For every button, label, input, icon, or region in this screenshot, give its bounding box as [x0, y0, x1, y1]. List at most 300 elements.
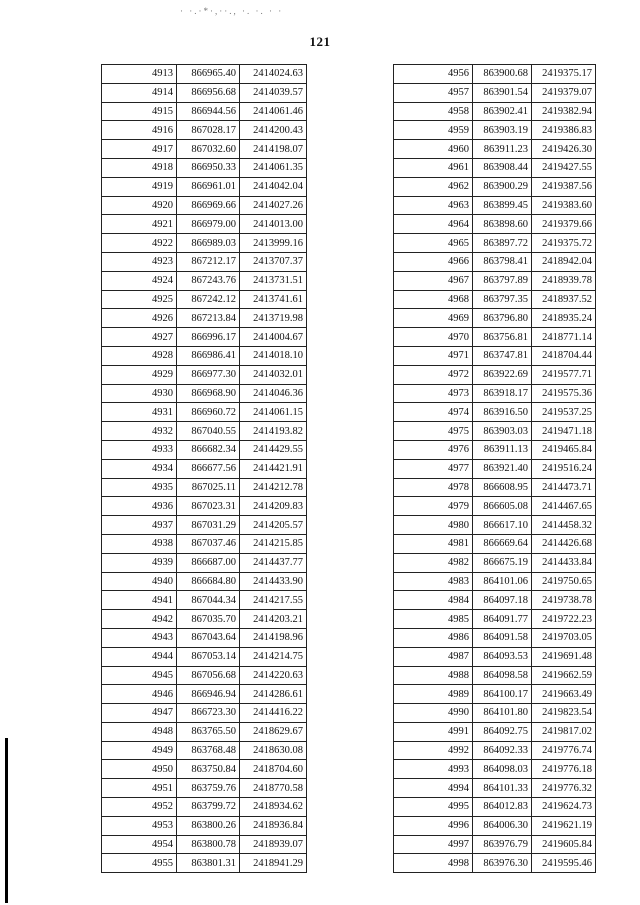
point-number-cell: 4946: [102, 685, 177, 704]
table-row: [394, 816, 596, 835]
table-row: [394, 854, 596, 873]
x-coordinate-cell: 863768.48: [177, 741, 240, 760]
point-number-cell: 4962: [394, 177, 473, 196]
point-number-cell: 4974: [394, 403, 473, 422]
table-row: [102, 816, 307, 835]
point-number-cell: 4997: [394, 835, 473, 854]
y-coordinate-cell: 2418629.67: [240, 722, 307, 741]
table-row: [102, 177, 307, 196]
table-row: [102, 553, 307, 572]
y-coordinate-cell: 2413999.16: [240, 234, 307, 253]
point-number-cell: 4918: [102, 158, 177, 177]
table-row: [102, 798, 307, 817]
point-number-cell: 4983: [394, 572, 473, 591]
table-row: [394, 722, 596, 741]
table-row: [102, 196, 307, 215]
point-number-cell: 4937: [102, 516, 177, 535]
point-number-cell: 4961: [394, 158, 473, 177]
point-number-cell: 4915: [102, 102, 177, 121]
point-number-cell: 4960: [394, 140, 473, 159]
table-row: [394, 798, 596, 817]
table-row: [394, 516, 596, 535]
y-coordinate-cell: 2414032.01: [240, 365, 307, 384]
point-number-cell: 4982: [394, 553, 473, 572]
x-coordinate-cell: 866950.33: [177, 158, 240, 177]
point-number-cell: 4987: [394, 647, 473, 666]
y-coordinate-cell: 2414203.21: [240, 610, 307, 629]
table-row: [102, 365, 307, 384]
y-coordinate-cell: 2419575.36: [532, 384, 596, 403]
x-coordinate-cell: 864097.18: [473, 591, 532, 610]
table-row: [102, 83, 307, 102]
point-number-cell: 4981: [394, 534, 473, 553]
point-number-cell: 4963: [394, 196, 473, 215]
table-row: [394, 591, 596, 610]
y-coordinate-cell: 2419375.17: [532, 65, 596, 84]
table-row: [102, 591, 307, 610]
table-row: [102, 403, 307, 422]
x-coordinate-cell: 863800.78: [177, 835, 240, 854]
y-coordinate-cell: 2419379.07: [532, 83, 596, 102]
x-coordinate-cell: 863797.89: [473, 271, 532, 290]
table-row: [394, 403, 596, 422]
y-coordinate-cell: 2414433.90: [240, 572, 307, 591]
y-coordinate-cell: 2414458.32: [532, 516, 596, 535]
x-coordinate-cell: 866675.19: [473, 553, 532, 572]
point-number-cell: 4959: [394, 121, 473, 140]
x-coordinate-cell: 864093.53: [473, 647, 532, 666]
y-coordinate-cell: 2413741.61: [240, 290, 307, 309]
table-row: [394, 177, 596, 196]
x-coordinate-cell: 863759.76: [177, 779, 240, 798]
point-number-cell: 4955: [102, 854, 177, 873]
x-coordinate-cell: 864091.77: [473, 610, 532, 629]
y-coordinate-cell: 2414018.10: [240, 346, 307, 365]
y-coordinate-cell: 2414214.75: [240, 647, 307, 666]
x-coordinate-cell: 863916.50: [473, 403, 532, 422]
y-coordinate-cell: 2419703.05: [532, 628, 596, 647]
y-coordinate-cell: 2414217.55: [240, 591, 307, 610]
point-number-cell: 4940: [102, 572, 177, 591]
point-number-cell: 4991: [394, 722, 473, 741]
point-number-cell: 4926: [102, 309, 177, 328]
x-coordinate-cell: 864092.33: [473, 741, 532, 760]
y-coordinate-cell: 2419387.56: [532, 177, 596, 196]
table-row: [102, 252, 307, 271]
table-row: [394, 497, 596, 516]
x-coordinate-cell: 863902.41: [473, 102, 532, 121]
x-coordinate-cell: 866723.30: [177, 704, 240, 723]
coordinates-table-right: [393, 64, 596, 873]
y-coordinate-cell: 2419823.54: [532, 704, 596, 723]
y-coordinate-cell: 2418939.07: [240, 835, 307, 854]
y-coordinate-cell: 2414061.15: [240, 403, 307, 422]
x-coordinate-cell: 867025.11: [177, 478, 240, 497]
table-row: [102, 610, 307, 629]
y-coordinate-cell: 2419577.71: [532, 365, 596, 384]
x-coordinate-cell: 867040.55: [177, 422, 240, 441]
table-row: [394, 65, 596, 84]
coordinates-table-left: [101, 64, 307, 873]
point-number-cell: 4996: [394, 816, 473, 835]
y-coordinate-cell: 2414039.57: [240, 83, 307, 102]
y-coordinate-cell: 2414421.91: [240, 459, 307, 478]
table-row: [394, 478, 596, 497]
x-coordinate-cell: 866977.30: [177, 365, 240, 384]
y-coordinate-cell: 2419471.18: [532, 422, 596, 441]
x-coordinate-cell: 864100.17: [473, 685, 532, 704]
point-number-cell: 4938: [102, 534, 177, 553]
table-row: [394, 83, 596, 102]
y-coordinate-cell: 2419776.74: [532, 741, 596, 760]
point-number-cell: 4952: [102, 798, 177, 817]
y-coordinate-cell: 2419383.60: [532, 196, 596, 215]
y-coordinate-cell: 2419537.25: [532, 403, 596, 422]
table-row: [102, 234, 307, 253]
y-coordinate-cell: 2418941.29: [240, 854, 307, 873]
scan-edge-mark: [5, 738, 8, 903]
x-coordinate-cell: 864006.30: [473, 816, 532, 835]
table-row: [394, 215, 596, 234]
x-coordinate-cell: 866961.01: [177, 177, 240, 196]
y-coordinate-cell: 2419750.65: [532, 572, 596, 591]
table-row: [394, 346, 596, 365]
y-coordinate-cell: 2419465.84: [532, 440, 596, 459]
point-number-cell: 4956: [394, 65, 473, 84]
point-number-cell: 4927: [102, 328, 177, 347]
x-coordinate-cell: 864012.83: [473, 798, 532, 817]
x-coordinate-cell: 866944.56: [177, 102, 240, 121]
y-coordinate-cell: 2418936.84: [240, 816, 307, 835]
x-coordinate-cell: 863756.81: [473, 328, 532, 347]
x-coordinate-cell: 867031.29: [177, 516, 240, 535]
x-coordinate-cell: 867243.76: [177, 271, 240, 290]
table-row: [394, 252, 596, 271]
point-number-cell: 4948: [102, 722, 177, 741]
y-coordinate-cell: 2414437.77: [240, 553, 307, 572]
x-coordinate-cell: 867043.64: [177, 628, 240, 647]
table-row: [394, 779, 596, 798]
y-coordinate-cell: 2414426.68: [532, 534, 596, 553]
point-number-cell: 4943: [102, 628, 177, 647]
point-number-cell: 4988: [394, 666, 473, 685]
table-row: [102, 422, 307, 441]
point-number-cell: 4950: [102, 760, 177, 779]
x-coordinate-cell: 866677.56: [177, 459, 240, 478]
y-coordinate-cell: 2419605.84: [532, 835, 596, 854]
table-row: [394, 271, 596, 290]
point-number-cell: 4990: [394, 704, 473, 723]
point-number-cell: 4924: [102, 271, 177, 290]
x-coordinate-cell: 863903.03: [473, 422, 532, 441]
table-row: [394, 666, 596, 685]
point-number-cell: 4929: [102, 365, 177, 384]
table-row: [102, 328, 307, 347]
y-coordinate-cell: 2414416.22: [240, 704, 307, 723]
x-coordinate-cell: 866986.41: [177, 346, 240, 365]
x-coordinate-cell: 866608.95: [473, 478, 532, 497]
y-coordinate-cell: 2419427.55: [532, 158, 596, 177]
table-row: [394, 534, 596, 553]
table-row: [394, 309, 596, 328]
table-row: [102, 158, 307, 177]
point-number-cell: 4913: [102, 65, 177, 84]
y-coordinate-cell: 2414429.55: [240, 440, 307, 459]
x-coordinate-cell: 864092.75: [473, 722, 532, 741]
table-row: [102, 346, 307, 365]
table-row: [394, 553, 596, 572]
table-row: [102, 628, 307, 647]
table-row: [102, 271, 307, 290]
y-coordinate-cell: 2414061.46: [240, 102, 307, 121]
point-number-cell: 4953: [102, 816, 177, 835]
y-coordinate-cell: 2413731.51: [240, 271, 307, 290]
table-row: [394, 384, 596, 403]
point-number-cell: 4993: [394, 760, 473, 779]
x-coordinate-cell: 863918.17: [473, 384, 532, 403]
y-coordinate-cell: 2414215.85: [240, 534, 307, 553]
point-number-cell: 4998: [394, 854, 473, 873]
y-coordinate-cell: 2419386.83: [532, 121, 596, 140]
x-coordinate-cell: 866960.72: [177, 403, 240, 422]
x-coordinate-cell: 867056.68: [177, 666, 240, 685]
table-row: [102, 666, 307, 685]
x-coordinate-cell: 866617.10: [473, 516, 532, 535]
point-number-cell: 4957: [394, 83, 473, 102]
point-number-cell: 4971: [394, 346, 473, 365]
x-coordinate-cell: 863798.41: [473, 252, 532, 271]
y-coordinate-cell: 2419375.72: [532, 234, 596, 253]
table-row: [102, 121, 307, 140]
x-coordinate-cell: 863911.23: [473, 140, 532, 159]
table-row: [102, 647, 307, 666]
table-row: [102, 290, 307, 309]
y-coordinate-cell: 2419663.49: [532, 685, 596, 704]
x-coordinate-cell: 863908.44: [473, 158, 532, 177]
point-number-cell: 4920: [102, 196, 177, 215]
point-number-cell: 4949: [102, 741, 177, 760]
point-number-cell: 4992: [394, 741, 473, 760]
table-row: [394, 328, 596, 347]
y-coordinate-cell: 2414467.65: [532, 497, 596, 516]
y-coordinate-cell: 2414209.83: [240, 497, 307, 516]
y-coordinate-cell: 2414193.82: [240, 422, 307, 441]
x-coordinate-cell: 867032.60: [177, 140, 240, 159]
x-coordinate-cell: 867037.46: [177, 534, 240, 553]
y-coordinate-cell: 2418937.52: [532, 290, 596, 309]
point-number-cell: 4914: [102, 83, 177, 102]
table-row: [394, 290, 596, 309]
y-coordinate-cell: 2418770.58: [240, 779, 307, 798]
x-coordinate-cell: 863801.31: [177, 854, 240, 873]
point-number-cell: 4942: [102, 610, 177, 629]
point-number-cell: 4979: [394, 497, 473, 516]
point-number-cell: 4916: [102, 121, 177, 140]
table-row: [394, 704, 596, 723]
y-coordinate-cell: 2418771.14: [532, 328, 596, 347]
table-row: [102, 722, 307, 741]
table-row: [102, 459, 307, 478]
x-coordinate-cell: 864101.33: [473, 779, 532, 798]
x-coordinate-cell: 863897.72: [473, 234, 532, 253]
point-number-cell: 4984: [394, 591, 473, 610]
point-number-cell: 4965: [394, 234, 473, 253]
point-number-cell: 4989: [394, 685, 473, 704]
x-coordinate-cell: 864101.80: [473, 704, 532, 723]
x-coordinate-cell: 866956.68: [177, 83, 240, 102]
point-number-cell: 4923: [102, 252, 177, 271]
x-coordinate-cell: 866979.00: [177, 215, 240, 234]
table-row: [394, 422, 596, 441]
y-coordinate-cell: 2418942.04: [532, 252, 596, 271]
y-coordinate-cell: 2413719.98: [240, 309, 307, 328]
y-coordinate-cell: 2414004.67: [240, 328, 307, 347]
x-coordinate-cell: 863900.29: [473, 177, 532, 196]
table-row: [102, 102, 307, 121]
y-coordinate-cell: 2419662.59: [532, 666, 596, 685]
table-row: [394, 121, 596, 140]
y-coordinate-cell: 2418935.24: [532, 309, 596, 328]
table-row: [102, 65, 307, 84]
x-coordinate-cell: 863900.68: [473, 65, 532, 84]
x-coordinate-cell: 866968.90: [177, 384, 240, 403]
x-coordinate-cell: 867242.12: [177, 290, 240, 309]
y-coordinate-cell: 2418704.44: [532, 346, 596, 365]
x-coordinate-cell: 867044.34: [177, 591, 240, 610]
table-row: [394, 196, 596, 215]
point-number-cell: 4968: [394, 290, 473, 309]
table-row: [394, 140, 596, 159]
x-coordinate-cell: 863922.69: [473, 365, 532, 384]
table-row: [102, 497, 307, 516]
point-number-cell: 4934: [102, 459, 177, 478]
point-number-cell: 4931: [102, 403, 177, 422]
x-coordinate-cell: 867213.84: [177, 309, 240, 328]
y-coordinate-cell: 2419595.46: [532, 854, 596, 873]
page-number: 121: [309, 34, 331, 49]
x-coordinate-cell: 866684.80: [177, 572, 240, 591]
y-coordinate-cell: 2414027.26: [240, 196, 307, 215]
x-coordinate-cell: 863898.60: [473, 215, 532, 234]
y-coordinate-cell: 2414286.61: [240, 685, 307, 704]
table-row: [394, 459, 596, 478]
x-coordinate-cell: 864098.58: [473, 666, 532, 685]
x-coordinate-cell: 866965.40: [177, 65, 240, 84]
table-row: [102, 685, 307, 704]
y-coordinate-cell: 2414205.57: [240, 516, 307, 535]
table-row: [102, 572, 307, 591]
y-coordinate-cell: 2419738.78: [532, 591, 596, 610]
y-coordinate-cell: 2419624.73: [532, 798, 596, 817]
x-coordinate-cell: 867212.17: [177, 252, 240, 271]
point-number-cell: 4928: [102, 346, 177, 365]
point-number-cell: 4945: [102, 666, 177, 685]
y-coordinate-cell: 2414200.43: [240, 121, 307, 140]
x-coordinate-cell: 863799.72: [177, 798, 240, 817]
table-row: [394, 647, 596, 666]
x-coordinate-cell: 866605.08: [473, 497, 532, 516]
table-row: [102, 140, 307, 159]
table-row: [394, 440, 596, 459]
point-number-cell: 4944: [102, 647, 177, 666]
point-number-cell: 4980: [394, 516, 473, 535]
table-row: [394, 158, 596, 177]
point-number-cell: 4925: [102, 290, 177, 309]
x-coordinate-cell: 866682.34: [177, 440, 240, 459]
point-number-cell: 4932: [102, 422, 177, 441]
point-number-cell: 4958: [394, 102, 473, 121]
y-coordinate-cell: 2414433.84: [532, 553, 596, 572]
table-row: [102, 835, 307, 854]
x-coordinate-cell: 863797.35: [473, 290, 532, 309]
point-number-cell: 4970: [394, 328, 473, 347]
table-row: [102, 741, 307, 760]
x-coordinate-cell: 866996.17: [177, 328, 240, 347]
x-coordinate-cell: 867023.31: [177, 497, 240, 516]
point-number-cell: 4978: [394, 478, 473, 497]
y-coordinate-cell: 2418630.08: [240, 741, 307, 760]
y-coordinate-cell: 2418704.60: [240, 760, 307, 779]
y-coordinate-cell: 2413707.37: [240, 252, 307, 271]
y-coordinate-cell: 2414061.35: [240, 158, 307, 177]
point-number-cell: 4941: [102, 591, 177, 610]
table-row: [394, 234, 596, 253]
point-number-cell: 4922: [102, 234, 177, 253]
y-coordinate-cell: 2414198.96: [240, 628, 307, 647]
x-coordinate-cell: 864101.06: [473, 572, 532, 591]
x-coordinate-cell: 866687.00: [177, 553, 240, 572]
y-coordinate-cell: 2414046.36: [240, 384, 307, 403]
table-row: [102, 779, 307, 798]
x-coordinate-cell: 863796.80: [473, 309, 532, 328]
point-number-cell: 4966: [394, 252, 473, 271]
point-number-cell: 4977: [394, 459, 473, 478]
point-number-cell: 4935: [102, 478, 177, 497]
table-row: [394, 835, 596, 854]
x-coordinate-cell: 864091.58: [473, 628, 532, 647]
scan-noise-top: · ·.·*·,··., ·. ·. · ·: [180, 6, 284, 16]
x-coordinate-cell: 863765.50: [177, 722, 240, 741]
table-row: [394, 610, 596, 629]
y-coordinate-cell: 2419817.02: [532, 722, 596, 741]
y-coordinate-cell: 2419379.66: [532, 215, 596, 234]
point-number-cell: 4985: [394, 610, 473, 629]
y-coordinate-cell: 2419382.94: [532, 102, 596, 121]
table-row: [102, 384, 307, 403]
point-number-cell: 4921: [102, 215, 177, 234]
point-number-cell: 4939: [102, 553, 177, 572]
point-number-cell: 4973: [394, 384, 473, 403]
x-coordinate-cell: 863747.81: [473, 346, 532, 365]
point-number-cell: 4954: [102, 835, 177, 854]
table-row: [102, 534, 307, 553]
y-coordinate-cell: 2419776.32: [532, 779, 596, 798]
y-coordinate-cell: 2414024.63: [240, 65, 307, 84]
y-coordinate-cell: 2414042.04: [240, 177, 307, 196]
y-coordinate-cell: 2419776.18: [532, 760, 596, 779]
table-row: [102, 516, 307, 535]
point-number-cell: 4969: [394, 309, 473, 328]
point-number-cell: 4947: [102, 704, 177, 723]
point-number-cell: 4933: [102, 440, 177, 459]
x-coordinate-cell: 866946.94: [177, 685, 240, 704]
x-coordinate-cell: 866989.03: [177, 234, 240, 253]
x-coordinate-cell: 863976.79: [473, 835, 532, 854]
x-coordinate-cell: 863903.19: [473, 121, 532, 140]
table-row: [102, 440, 307, 459]
point-number-cell: 4975: [394, 422, 473, 441]
y-coordinate-cell: 2414473.71: [532, 478, 596, 497]
